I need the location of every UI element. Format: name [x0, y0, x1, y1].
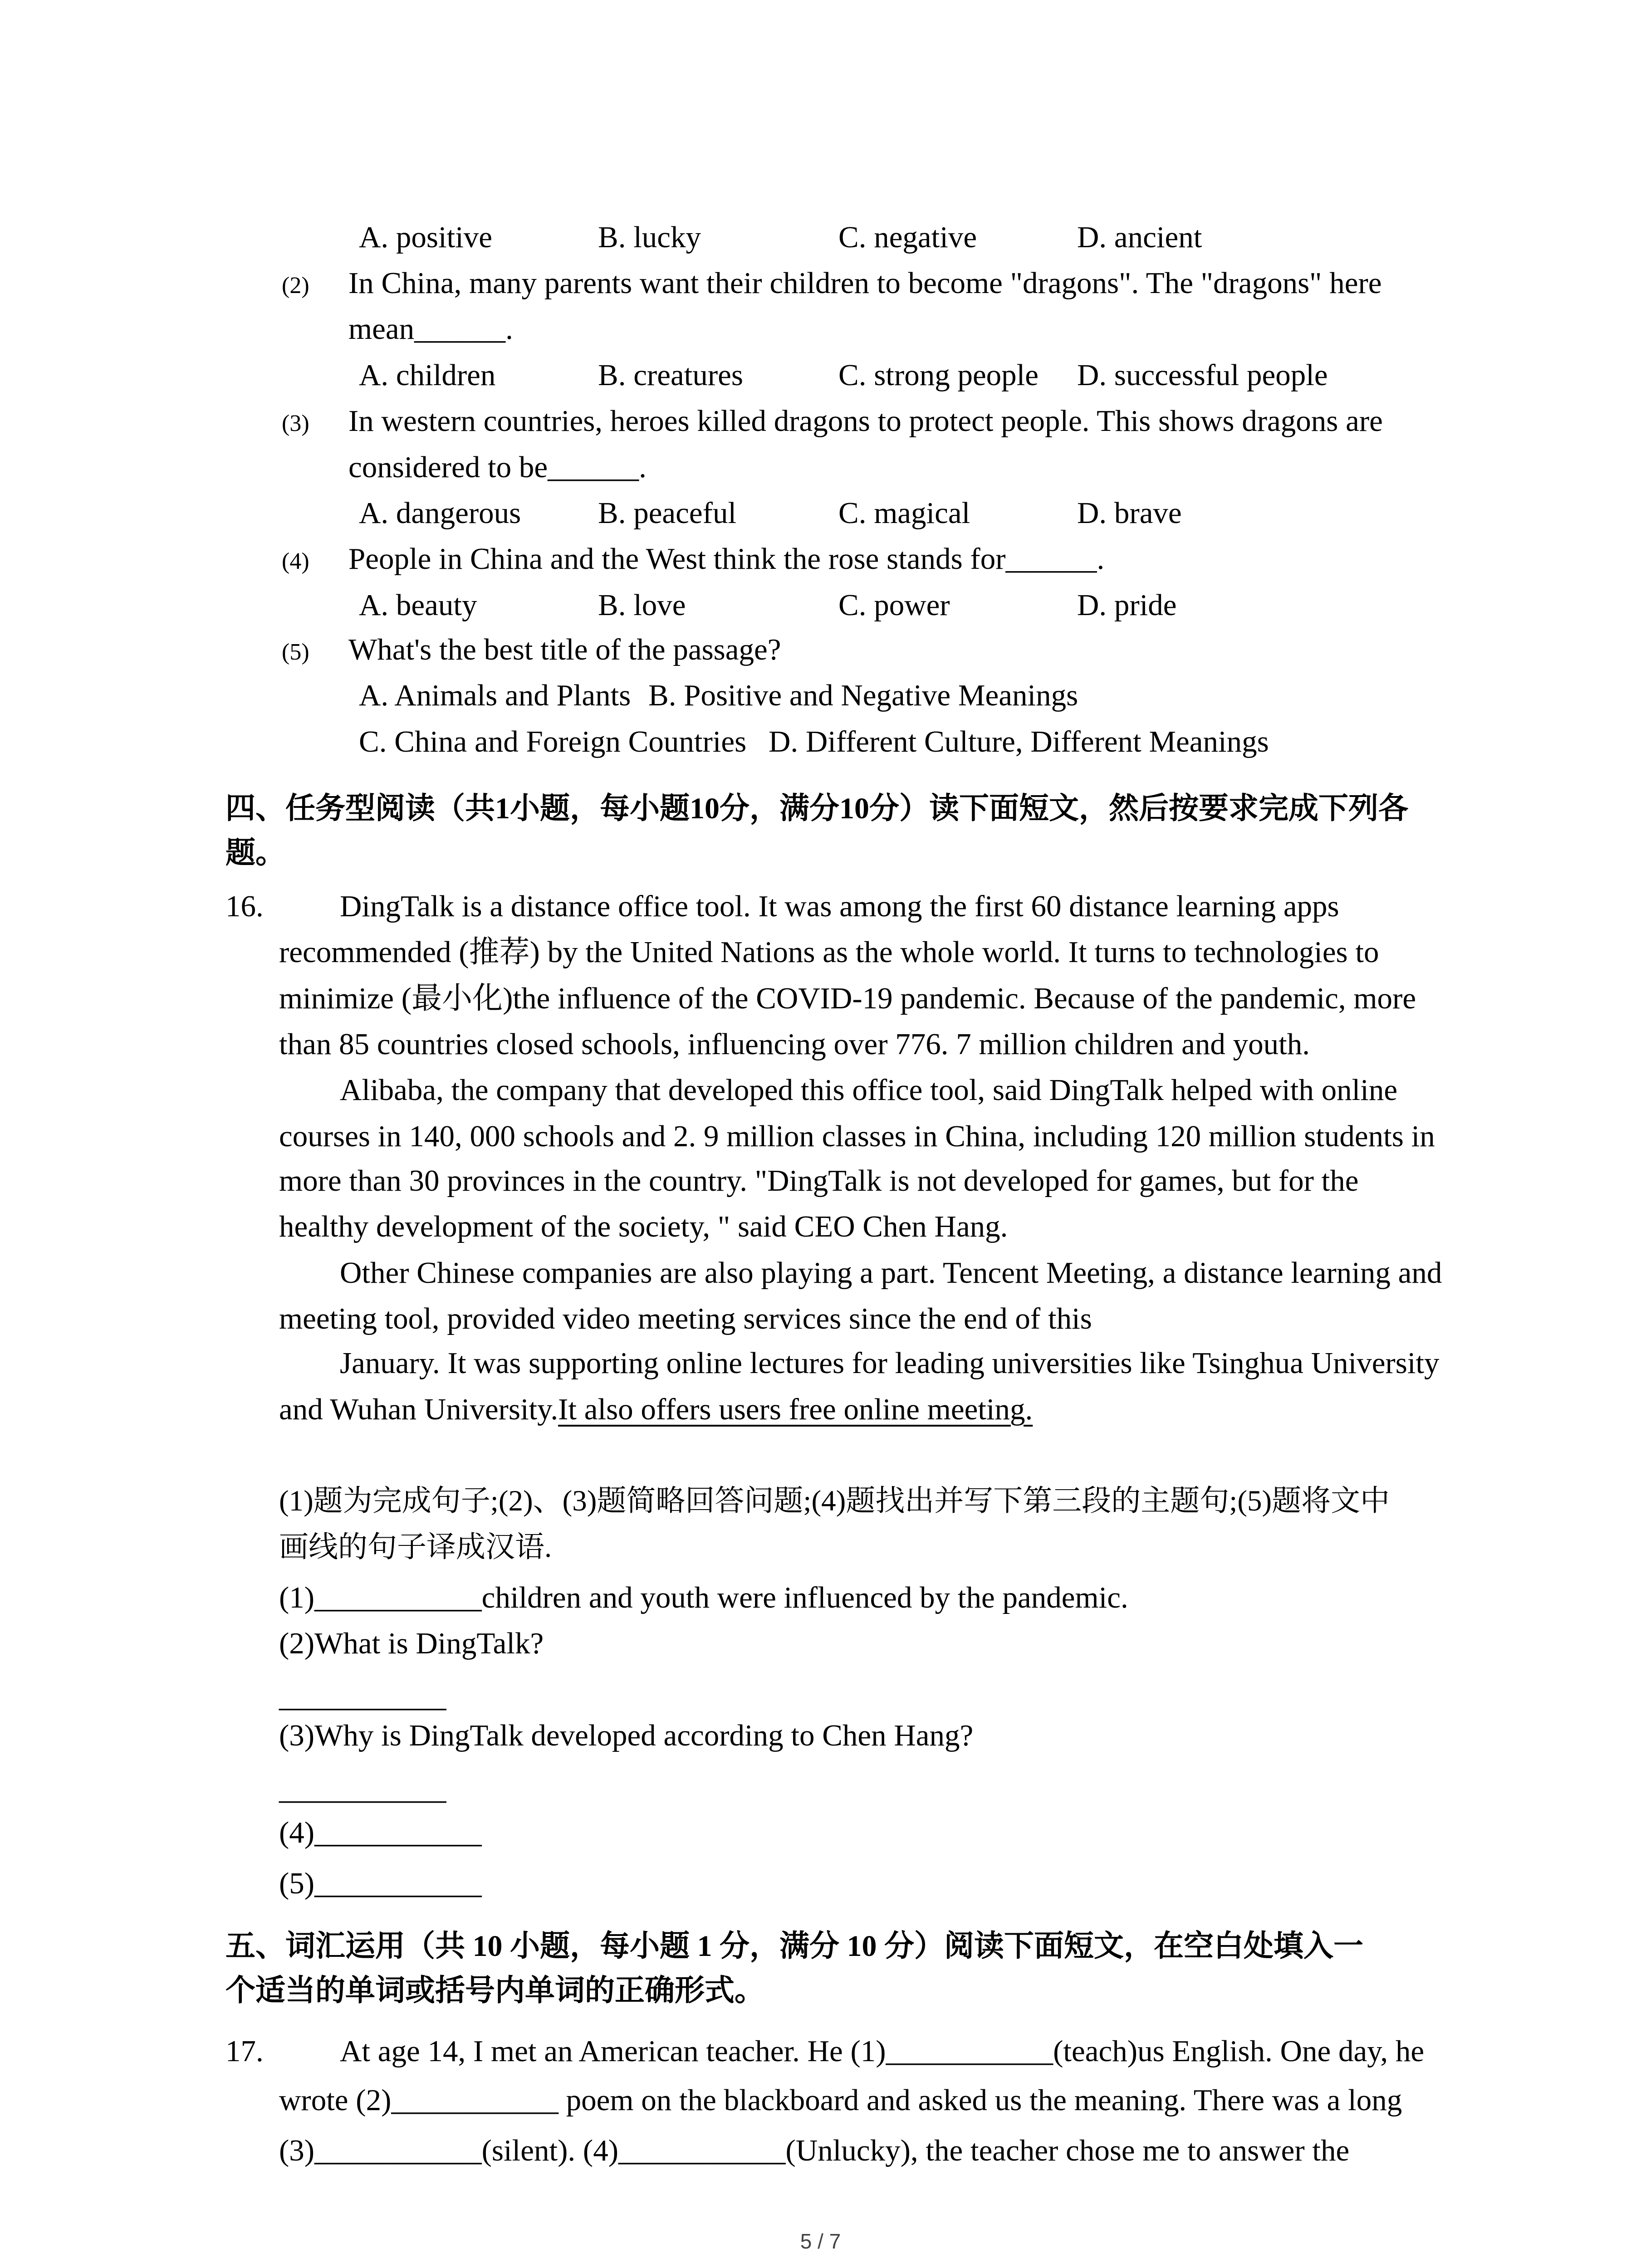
instruction-line: (1)题为完成句子;(2)、(3)题简略回答问题;(4)题找出并写下第三段的主题句;(5)题将文中 [279, 1485, 1390, 1517]
passage-line: At age 14, I met an American teacher. He (1)___________(teach)us English. One day, he [340, 2034, 1425, 2068]
task-line: (1)___________children and youth were influenced by the pandemic. [279, 1581, 1128, 1614]
section-heading-line: 五、词汇运用（共 10 小题，每小题 1 分，满分 10 分）阅读下面短文，在空白处填入一 [225, 1930, 1363, 1963]
task-line: (5)___________ [279, 1867, 482, 1900]
option-d: D. successful people [1077, 358, 1328, 392]
task-line: (2)What is DingTalk? [279, 1627, 544, 1660]
question-number: (5) [282, 639, 309, 665]
option-c: C. power [838, 588, 950, 622]
q5-options-row-2 [0, 719, 1641, 765]
option-c: C. China and Foreign Countries [359, 725, 747, 758]
option-a: A. Animals and Plants [359, 679, 631, 712]
page-number: 5 / 7 [800, 2229, 841, 2253]
option-c: C. strong people [838, 358, 1039, 392]
option-b: B. Positive and Negative Meanings [648, 679, 1078, 712]
question-stem-line: In western countries, heroes killed dragons to protect people. This shows dragons are [348, 404, 1383, 438]
option-c: C. magical [838, 496, 970, 530]
passage-line: DingTalk is a distance office tool. It was among the first 60 distance learning apps [340, 890, 1339, 923]
passage-line: healthy development of the society, " said CEO Chen Hang. [279, 1210, 1008, 1243]
question-stem-line: In China, many parents want their children to become "dragons". The "dragons" here [348, 266, 1382, 300]
q1-options-row [0, 215, 1641, 260]
question-number: (4) [282, 548, 309, 574]
task-line: (4)___________ [279, 1816, 482, 1849]
passage-line: courses in 140, 000 schools and 2. 9 million classes in China, including 120 million students in [279, 1119, 1435, 1153]
passage-line-with-underline [279, 1387, 1033, 1432]
question-stem-line: considered to be______. [348, 450, 647, 484]
passage-line-text: and Wuhan University. [279, 1393, 558, 1426]
passage-line: meeting tool, provided video meeting services since the end of this [279, 1302, 1092, 1335]
answer-blank: ___________ [279, 1772, 446, 1806]
instruction-line: 画线的句子译成汉语. [279, 1531, 552, 1564]
q5-options-row-1 [0, 673, 1641, 719]
option-d: D. ancient [1077, 220, 1202, 254]
option-a: A. dangerous [359, 496, 521, 530]
passage-line: January. It was supporting online lectures for leading universities like Tsinghua University [340, 1346, 1440, 1380]
question-stem-line: mean______. [348, 312, 513, 346]
answer-blank: ___________ [279, 1680, 446, 1713]
passage-line: minimize (最小化)the influence of the COVID-19 pandemic. Because of the pandemic, more [279, 982, 1416, 1015]
passage-number: 17. [225, 2034, 264, 2068]
option-a: A. positive [359, 220, 493, 254]
section-heading-line: 题。 [225, 836, 285, 870]
section-heading-line: 四、任务型阅读（共1小题，每小题10分，满分10分）读下面短文，然后按要求完成下列各 [225, 792, 1408, 825]
task-line: (3)Why is DingTalk developed according to Chen Hang? [279, 1719, 974, 1752]
passage-line: Other Chinese companies are also playing a part. Tencent Meeting, a distance learning and [340, 1256, 1442, 1290]
passage-line: than 85 countries closed schools, influencing over 776. 7 million children and youth. [279, 1027, 1310, 1061]
option-c: C. negative [838, 220, 977, 254]
question-number: (2) [282, 273, 309, 298]
option-b: B. creatures [598, 358, 743, 392]
section-heading-line: 个适当的单词或括号内单词的正确形式。 [225, 1974, 764, 2007]
passage-number: 16. [225, 890, 264, 923]
q4-options-row [0, 582, 1641, 628]
question-number: (3) [282, 411, 309, 436]
question-stem-line: What's the best title of the passage? [348, 633, 781, 666]
passage-line: (3)___________(silent). (4)___________(Unlucky), the teacher chose me to answer the [279, 2134, 1350, 2167]
q2-options-row [0, 352, 1641, 398]
option-d: D. pride [1077, 588, 1177, 622]
option-b: B. lucky [598, 220, 701, 254]
passage-line: wrote (2)___________ poem on the blackboard and asked us the meaning. There was a long [279, 2083, 1402, 2117]
option-b: B. love [598, 588, 686, 622]
underlined-sentence: It also offers users free online meeting. [558, 1393, 1033, 1426]
option-a: A. beauty [359, 588, 477, 622]
option-b: B. peaceful [598, 496, 737, 530]
option-a: A. children [359, 358, 496, 392]
q3-options-row [0, 490, 1641, 536]
option-d: D. Different Culture, Different Meanings [769, 725, 1269, 758]
passage-line: more than 30 provinces in the country. "DingTalk is not developed for games, but for the [279, 1164, 1359, 1198]
question-stem-line: People in China and the West think the rose stands for______. [348, 542, 1105, 576]
passage-line: Alibaba, the company that developed this office tool, said DingTalk helped with online [340, 1073, 1398, 1107]
passage-line: recommended (推荐) by the United Nations as the whole world. It turns to technologies to [279, 935, 1379, 969]
option-d: D. brave [1077, 496, 1182, 530]
